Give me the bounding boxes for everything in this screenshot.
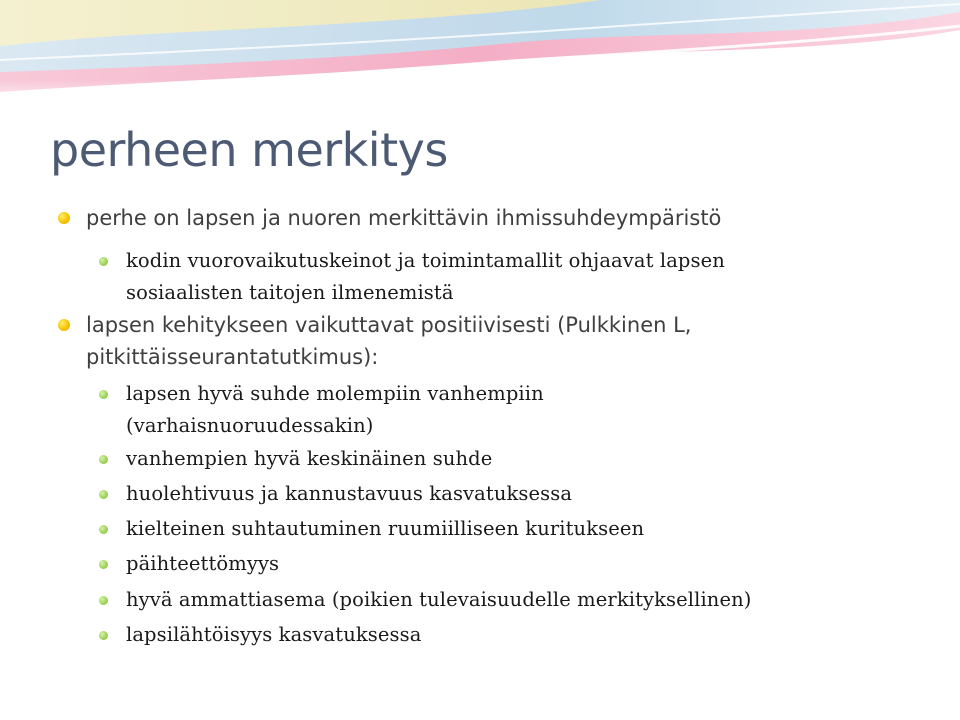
bullet-item-level2 bbox=[126, 548, 279, 580]
bullet-dot-icon bbox=[99, 390, 108, 399]
bullet-item-level2 bbox=[126, 245, 725, 309]
bullet-dot-icon bbox=[99, 257, 108, 266]
bullet-item-level2 bbox=[126, 378, 544, 442]
bullet-item-level1 bbox=[86, 309, 691, 373]
bullet-item-level2 bbox=[126, 443, 492, 475]
bullet-item-level2 bbox=[126, 619, 421, 651]
bullet-dot-icon bbox=[58, 319, 70, 331]
bullet-text: hyvä ammattiasema (poikien tulevaisuudelle merkityksellinen) bbox=[126, 588, 752, 611]
bullet-dot-icon bbox=[58, 212, 70, 224]
bullet-dot-icon bbox=[99, 525, 108, 534]
bullet-text: sosiaalisten taitojen ilmenemistä bbox=[126, 281, 454, 304]
bullet-text: pitkittäisseurantatutkimus): bbox=[86, 345, 379, 369]
bullet-item-level2 bbox=[126, 513, 644, 545]
bullet-dot-icon bbox=[99, 631, 108, 640]
bullet-text: kodin vuorovaikutuskeinot ja toimintamallit ohjaavat lapsen bbox=[126, 249, 725, 272]
bullet-text: lapsen hyvä suhde molempiin vanhempiin bbox=[126, 382, 544, 405]
bullet-text: huolehtivuus ja kannustavuus kasvatuksessa bbox=[126, 482, 573, 505]
bullet-item-level2 bbox=[126, 478, 572, 510]
bullet-text: kielteinen suhtautuminen ruumiilliseen kuritukseen bbox=[126, 517, 645, 540]
bullet-text: vanhempien hyvä keskinäinen suhde bbox=[126, 447, 493, 470]
bullet-text: perhe on lapsen ja nuoren merkittävin ihmissuhdeympäristö bbox=[86, 206, 722, 230]
bullet-dot-icon bbox=[99, 455, 108, 464]
bullet-text: lapsilähtöisyys kasvatuksessa bbox=[126, 623, 422, 646]
bullet-text: (varhaisnuoruudessakin) bbox=[126, 414, 374, 437]
bullet-dot-icon bbox=[99, 560, 108, 569]
bullet-item-level1 bbox=[86, 202, 721, 234]
slide-title: perheen merkitys bbox=[50, 123, 448, 177]
bullet-dot-icon bbox=[99, 490, 108, 499]
bullet-dot-icon bbox=[99, 596, 108, 605]
bullet-text: lapsen kehitykseen vaikuttavat positiivisesti (Pulkkinen L, bbox=[86, 313, 692, 337]
bullet-item-level2 bbox=[126, 584, 751, 616]
bullet-text: päihteettömyys bbox=[126, 552, 280, 575]
